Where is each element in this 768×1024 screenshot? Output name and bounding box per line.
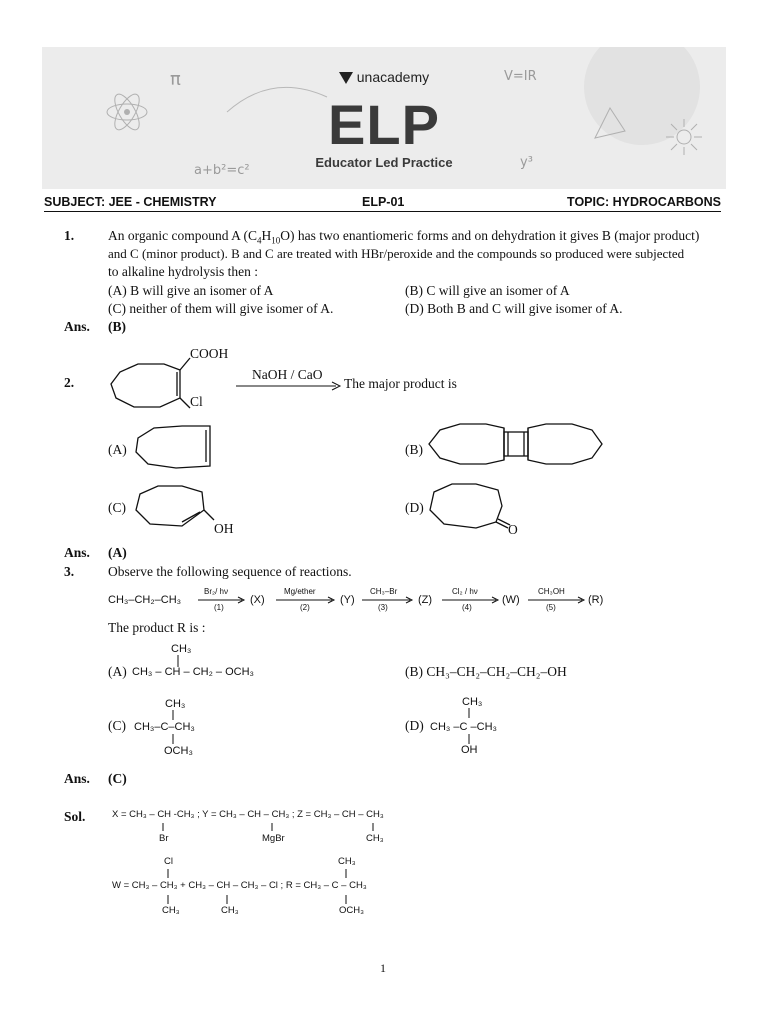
q3-step3-reagent: CH₃–Br <box>370 587 398 596</box>
q2-option-a-structure <box>132 422 222 472</box>
q1-option-b: (B) C will give an isomer of A <box>405 283 570 298</box>
sol-bond-mid-bottom <box>225 895 229 904</box>
sol-bond-r-bottom <box>344 895 348 904</box>
sol-och3-b: OCH₃ <box>339 905 364 916</box>
q3-step5-product: (R) <box>588 594 604 606</box>
sol-br: Br <box>159 833 169 844</box>
q3-step1-num: (1) <box>214 603 224 612</box>
q3-step4-reagent: Cl₂ / hν <box>452 587 478 596</box>
unacademy-logo-icon <box>339 72 353 84</box>
q3-step5-reagent: CH₃OH <box>538 587 565 596</box>
sol-line1: X = CH₃ – CH -CH₃ ; Y = CH₃ – CH – CH₃ ; Z = CH₃ – CH – CH₃ <box>112 809 384 820</box>
sol-bond-z <box>371 823 375 831</box>
q3-step3-num: (3) <box>378 603 388 612</box>
q3-option-d-top: CH₃ <box>462 696 483 708</box>
q3-option-d-bottom: OH <box>461 744 478 756</box>
q3-step5-num: (5) <box>546 603 556 612</box>
q1-option-a: (A) B will give an isomer of A <box>108 283 274 298</box>
q2-reagent: NaOH / CaO <box>252 367 323 382</box>
q3-number: 3. <box>64 564 75 579</box>
q3-option-d-main: CH₃ –C –CH₃ <box>430 721 498 733</box>
q3-step1-reagent: Br₂/ hν <box>204 587 228 596</box>
sol-bond-r-top <box>344 869 348 878</box>
banner-subtitle: Educator Led Practice <box>315 155 453 170</box>
sol-label: Sol. <box>64 809 86 824</box>
q3-step2-arrow <box>276 596 336 604</box>
q3-option-d-label: (D) <box>405 718 424 733</box>
q3-option-c-bond-top <box>171 710 175 720</box>
q2-option-b-structure <box>426 420 606 470</box>
sol-mgbr: MgBr <box>262 833 285 844</box>
logo-text: unacademy <box>356 69 430 85</box>
q2-cooh-label: COOH <box>190 346 229 361</box>
q2-question-text: The major product is <box>344 376 457 391</box>
sol-bond-y <box>270 823 274 831</box>
page-number: 1 <box>380 961 386 975</box>
q2-option-b-label: (B) <box>405 442 423 457</box>
q3-question-text: Observe the following sequence of reactions. <box>108 564 352 579</box>
sol-bond-w-top <box>166 869 170 878</box>
q3-step3-product: (Z) <box>418 594 433 606</box>
pi-doodle: π <box>170 69 181 90</box>
q3-option-a-top: CH₃ <box>171 643 192 655</box>
q3-step4-arrow <box>442 596 500 604</box>
cube-doodle: y³ <box>520 155 533 170</box>
q2-option-a-label: (A) <box>108 442 127 457</box>
q2-number: 2. <box>64 375 75 390</box>
sheet-code: ELP-01 <box>362 195 405 209</box>
q2-option-d-label: (D) <box>405 500 424 515</box>
sol-cl-top: Cl <box>164 856 173 867</box>
sol-bond-w-bottom <box>166 895 170 904</box>
q3-option-c-main: CH₃–C–CH₃ <box>134 721 195 733</box>
topic-label: TOPIC: HYDROCARBONS <box>567 195 721 209</box>
sol-ch3-top-r: CH₃ <box>338 856 356 867</box>
q2-answer: (A) <box>108 545 127 560</box>
q1-number: 1. <box>64 228 75 243</box>
q1-option-c: (C) neither of them will give isomer of A. <box>108 301 334 316</box>
banner-title: ELP <box>328 93 440 156</box>
q3-start-material: CH₃–CH₂–CH₃ <box>108 594 182 606</box>
q3-option-b: (B) CH₃–CH₂–CH₂–CH₂–OH <box>405 664 567 679</box>
q2-option-c-structure <box>132 482 222 532</box>
q3-step1-product: (X) <box>250 594 265 606</box>
sol-bond-x <box>161 823 165 831</box>
q3-step4-num: (4) <box>462 603 472 612</box>
pythagoras-doodle: a+b²=c² <box>194 163 250 178</box>
unacademy-logo <box>42 69 726 85</box>
q3-step4-product: (W) <box>502 594 520 606</box>
sol-line2: W = CH₃ – CH₃ + CH₃ – CH – CH₃ – Cl ; R = CH₃ – C – CH₃ <box>112 880 367 891</box>
q3-option-d-bond-top <box>467 708 471 718</box>
q3-ans-label: Ans. <box>64 771 90 786</box>
q3-answer: (C) <box>108 771 127 786</box>
q3-step3-arrow <box>362 596 414 604</box>
q3-step5-arrow <box>528 596 586 604</box>
q3-product-text: The product R is : <box>108 620 206 635</box>
subject-header <box>44 195 721 212</box>
q3-step2-reagent: Mg/ether <box>284 587 316 596</box>
q2-option-c-label: (C) <box>108 500 126 515</box>
q3-option-a-label: (A) <box>108 664 127 679</box>
q1-answer: (B) <box>108 319 126 334</box>
q1-ans-label: Ans. <box>64 319 90 334</box>
q3-step1-arrow <box>198 596 246 604</box>
q2-oh-label: OH <box>214 521 234 536</box>
q3-option-a-main: CH₃ – CH – CH₂ – OCH₃ <box>132 666 255 678</box>
q3-option-c-top: CH₃ <box>165 698 186 710</box>
q1-line1: An organic compound A $(C_4H_{10}O)$ has two enantiomeric forms and on dehydration it gives B (major product) <box>108 228 700 246</box>
q3-option-c-label: (C) <box>108 718 126 733</box>
elp-banner <box>42 47 726 189</box>
q3-option-c-bond-bottom <box>171 734 175 744</box>
q1-line2: and C (minor product). B and C are treated with HBr/peroxide and the compounds so produced were subjected <box>108 246 685 261</box>
q2-cl-label: Cl <box>190 394 203 409</box>
q1-line3: to alkaline hydrolysis then : <box>108 264 258 279</box>
q3-option-d-bond-bottom <box>467 734 471 744</box>
q3-option-c-bottom: OCH₃ <box>164 745 193 757</box>
ohm-law-doodle: V=IR <box>504 69 537 84</box>
q2-ans-label: Ans. <box>64 545 90 560</box>
q2-reaction-arrow <box>236 381 342 391</box>
q1-option-d: (D) Both B and C will give isomer of A. <box>405 301 623 316</box>
sol-ch3-b1: CH₃ <box>162 905 180 916</box>
q3-step2-product: (Y) <box>340 594 355 606</box>
sol-ch3-z: CH₃ <box>366 833 384 844</box>
q2-o-label: O <box>508 522 518 537</box>
q3-step2-num: (2) <box>300 603 310 612</box>
subject-label: SUBJECT: JEE - CHEMISTRY <box>44 195 217 209</box>
sol-ch3-b2: CH₃ <box>221 905 239 916</box>
